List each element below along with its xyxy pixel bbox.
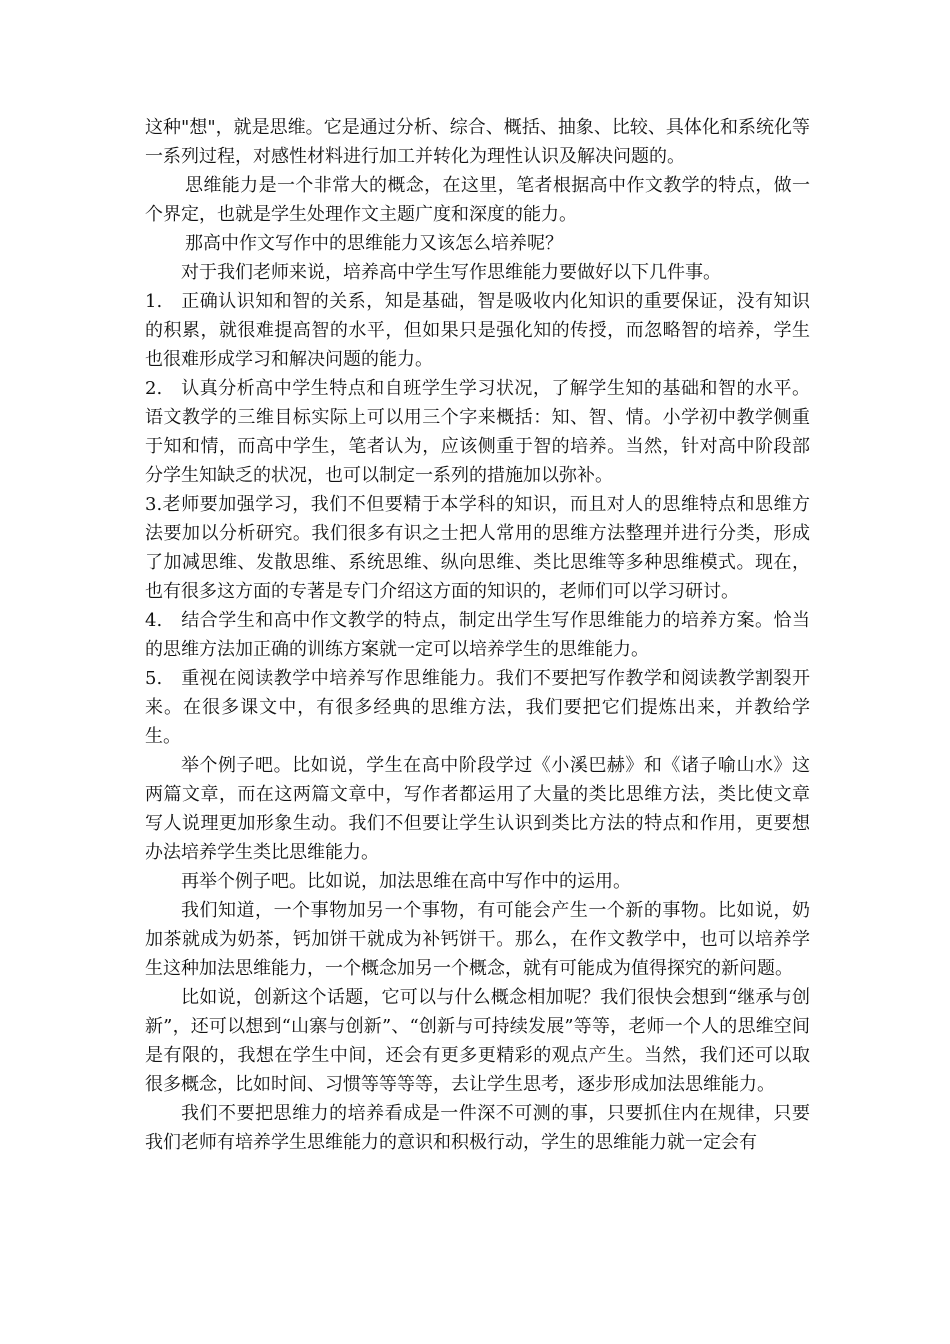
paragraph-2: 思维能力是一个非常大的概念，在这里，笔者根据高中作文教学的特点，做一个界定，也就是学生处理作文主题广度和深度的能力。 (145, 175, 810, 225)
paragraph-addition-thinking: 我们知道，一个事物加另一个事物，有可能会产生一个新的事物。比如说，奶加茶就成为奶茶，钙加饼干就成为补钙饼干。那么，在作文教学中，也可以培养学生这种加法思维能力，一个概念加另一个概念，就有可能成为值得探究的新问题。 (145, 900, 810, 979)
paragraph-4: 对于我们老师来说，培养高中学生写作思维能力要做好以下几件事。 (181, 262, 721, 283)
paragraph-innovation-topic: 比如说，创新这个话题，它可以与什么概念相加呢？我们很快会想到“继承与创新”，还可以想到“山寨与创新”、“创新与可持续发展”等等，老师一个人的思维空间是有限的，我想在学生中间，还会有更多更精彩的观点产生。当然，我们还可以取很多概念，比如时间、习惯等等等等，去让学生思考，逐步形成加法思维能力。 (145, 987, 810, 1095)
paragraph-conclusion: 我们不要把思维力的培养看成是一件深不可测的事，只要抓住内在规律，只要我们老师有培养学生思维能力的意识和积极行动，学生的思维能力就一定会有 (145, 1103, 810, 1153)
paragraph-3: 那高中作文写作中的思维能力又该怎么培养呢？ (185, 233, 563, 254)
list-item-2: 2. 认真分析高中学生特点和自班学生学习状况，了解学生知的基础和智的水平。语文教学的三维目标实际上可以用三个字来概括：知、智、情。小学初中教学侧重于知和情，而高中学生，笔者认为，应该侧重于智的培养。当然，针对高中阶段部分学生知缺乏的状况，也可以制定一系列的措施加以弥补。 (145, 378, 810, 486)
list-item-4: 4. 结合学生和高中作文教学的特点，制定出学生写作思维能力的培养方案。恰当的思维方法加正确的训练方案就一定可以培养学生的思维能力。 (145, 610, 810, 660)
paragraph-example-1: 举个例子吧。比如说，学生在高中阶段学过《小溪巴赫》和《诸子喻山水》这两篇文章，而在这两篇文章中，写作者都运用了大量的类比思维方法，类比使文章写人说理更加形象生动。我们不但要让学生认识到类比方法的特点和作用，更要想办法培养学生类比思维能力。 (145, 755, 810, 863)
list-item-1: 1. 正确认识知和智的关系，知是基础，智是吸收内化知识的重要保证，没有知识的积累，就很难提高智的水平，但如果只是强化知的传授，而忽略智的培养，学生也很难形成学习和解决问题的能力。 (145, 291, 810, 370)
paragraph-1: 这种"想"，就是思维。它是通过分析、综合、概括、抽象、比较、具体化和系统化等一系列过程，对感性材料进行加工并转化为理性认识及解决问题的。 (145, 117, 810, 167)
list-item-5: 5. 重视在阅读教学中培养写作思维能力。我们不要把写作教学和阅读教学割裂开来。在很多课文中，有很多经典的思维方法，我们要把它们提炼出来，并教给学生。 (145, 668, 810, 747)
document-body (145, 113, 810, 1157)
list-item-3: 3.老师要加强学习，我们不但要精于本学科的知识，而且对人的思维特点和思维方法要加以分析研究。我们很多有识之士把人常用的思维方法整理并进行分类，形成了加减思维、发散思维、系统思维、纵向思维、类比思维等多种思维模式。现在，也有很多这方面的专著是专门介绍这方面的知识的，老师们可以学习研讨。 (145, 494, 810, 602)
paragraph-example-2: 再举个例子吧。比如说，加法思维在高中写作中的运用。 (181, 871, 631, 892)
